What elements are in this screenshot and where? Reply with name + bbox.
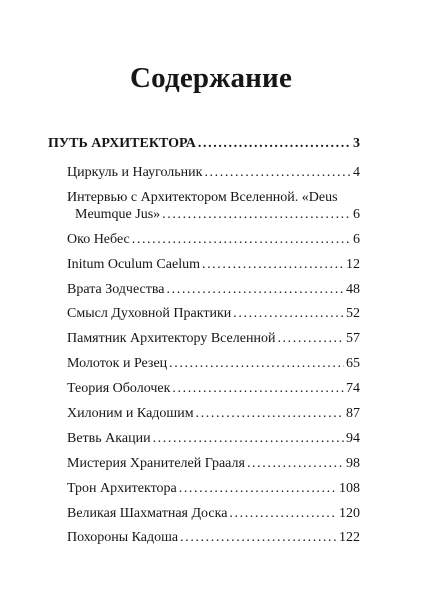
toc-entry[interactable] (48, 231, 360, 248)
toc-entry-title: Молоток и Резец (67, 356, 168, 372)
toc-entry[interactable] (48, 281, 360, 298)
toc-entry-title: Циркуль и Наугольник (67, 165, 203, 180)
toc-section-title: ПУТЬ АРХИТЕКТОРА (48, 136, 196, 151)
toc-entry-page: 120 (339, 505, 360, 521)
toc-entry-page: 98 (346, 455, 360, 471)
toc-entry[interactable] (48, 305, 360, 322)
toc-entry-title: Ветвь Акации (67, 430, 151, 446)
toc-leader (198, 135, 351, 152)
toc-entry-title: Великая Шахматная Доска (67, 505, 228, 521)
toc-entry-title: Врата Зодчества (67, 281, 165, 297)
toc-leader (162, 206, 351, 223)
toc-leader (153, 430, 344, 447)
toc-leader (167, 281, 344, 298)
toc-entry-page: 57 (346, 331, 360, 347)
toc-entry[interactable] (48, 330, 360, 347)
toc-entry-page: 74 (346, 381, 360, 397)
page-title: Содержание (129, 62, 293, 94)
toc-entry[interactable] (48, 256, 360, 273)
toc-leader (233, 305, 344, 322)
toc-leader (169, 355, 344, 372)
toc-section-page: 3 (353, 136, 360, 151)
toc-entry[interactable] (48, 529, 360, 546)
toc-entry[interactable] (48, 189, 360, 206)
toc-entry-page: 4 (353, 165, 360, 180)
toc-entry-title: Хилоним и Кадошим (67, 406, 194, 422)
toc-entry-page: 65 (346, 356, 360, 372)
toc-entry-continuation[interactable] (48, 206, 360, 223)
toc-entry-page: 108 (339, 480, 360, 496)
toc-leader (277, 330, 344, 347)
toc-entry[interactable] (48, 455, 360, 472)
toc-entry-title: Памятник Архитектору Вселенной (67, 331, 276, 347)
toc-entry[interactable] (48, 405, 360, 422)
toc-entry-title: Initum Oculum Caelum (67, 256, 200, 272)
toc-entry-page: 6 (353, 206, 360, 222)
toc-entry[interactable] (48, 430, 360, 447)
toc-entry[interactable] (48, 355, 360, 372)
toc-entry-title: Похороны Кадоша (67, 530, 179, 546)
toc-entry-page: 94 (346, 430, 360, 446)
toc-entry-title: Теория Оболочек (67, 381, 171, 397)
toc-entry-page: 52 (346, 306, 360, 322)
toc-entry-title: Око Небес (67, 231, 130, 247)
toc-entry-page: 87 (346, 406, 360, 422)
toc-leader (247, 455, 344, 472)
toc-entry[interactable] (48, 380, 360, 397)
toc-entry-title: Трон Архитектора (67, 480, 177, 496)
toc-leader (180, 529, 337, 546)
toc-leader (132, 231, 351, 248)
toc-entry-title-continued: Meumque Jus» (75, 206, 161, 222)
table-of-contents (48, 135, 360, 554)
toc-entry-page: 122 (339, 530, 360, 546)
toc-leader (196, 405, 344, 422)
toc-entry-page: 6 (353, 231, 360, 247)
toc-leader (172, 380, 344, 397)
toc-entry-title: Интервью с Архитектором Вселенной. «Deus (67, 189, 338, 205)
toc-leader (204, 164, 351, 181)
toc-leader (202, 256, 344, 273)
toc-section[interactable] (48, 135, 360, 152)
toc-entry-page: 48 (346, 281, 360, 297)
toc-entry[interactable] (48, 164, 360, 181)
toc-entry[interactable] (48, 505, 360, 522)
toc-entry-title: Мистерия Хранителей Грааля (67, 455, 245, 471)
toc-entry[interactable] (48, 480, 360, 497)
toc-entry-page: 12 (346, 256, 360, 272)
toc-entry-title: Смысл Духовной Практики (67, 306, 232, 322)
toc-leader (179, 480, 337, 497)
toc-leader (229, 505, 337, 522)
